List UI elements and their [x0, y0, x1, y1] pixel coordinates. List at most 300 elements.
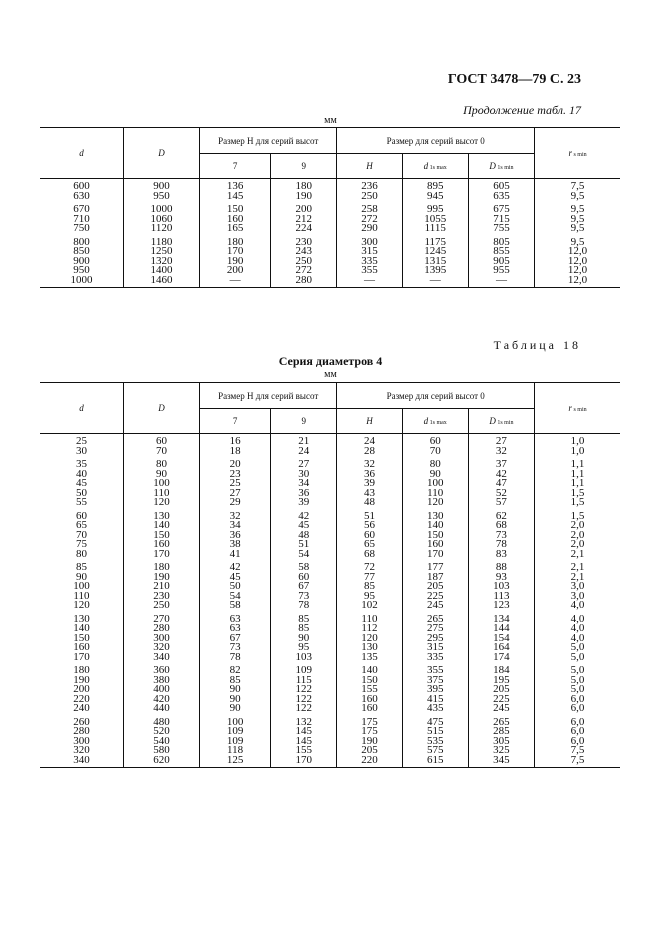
table-row [40, 508, 620, 522]
col-d-header: d [40, 128, 123, 179]
table-cell: 285 [468, 727, 534, 737]
table-cell: 135 [337, 653, 402, 663]
table-cell: 360 [123, 662, 199, 676]
table-cell: 27 [200, 489, 271, 499]
col-D-header: D [123, 128, 199, 179]
col-9-header: 9 [271, 409, 337, 434]
table-cell: 3,0 [535, 582, 620, 592]
table-cell: 60 [123, 434, 199, 447]
table-cell: 480 [123, 714, 199, 728]
table-row [40, 559, 620, 573]
table-cell: 615 [402, 756, 468, 768]
table-cell: 150 [200, 201, 271, 215]
table-cell: 90 [40, 573, 123, 583]
table-cell: 620 [123, 756, 199, 768]
unit-label-18: мм [324, 369, 337, 380]
table-cell: 21 [271, 434, 337, 447]
series-title: Серия диаметров 4 [278, 354, 383, 368]
table-cell: 4,0 [535, 624, 620, 634]
table-cell: 85 [40, 559, 123, 573]
table-cell: 1395 [402, 266, 468, 276]
table-cell: 675 [468, 201, 534, 215]
table-cell: — [337, 276, 402, 288]
table-cell: 1,1 [535, 456, 620, 470]
table-cell: 132 [271, 714, 337, 728]
table-cell: 58 [271, 559, 337, 573]
table-cell: 100 [123, 479, 199, 489]
table-cell: 160 [337, 704, 402, 714]
table-cell: 1115 [402, 224, 468, 234]
table-cell: 103 [468, 582, 534, 592]
table-cell: 200 [40, 685, 123, 695]
table-cell: 122 [271, 704, 337, 714]
table-cell: 280 [40, 727, 123, 737]
table-cell: 1,1 [535, 479, 620, 489]
table-cell: 70 [402, 447, 468, 457]
table-cell: 47 [468, 479, 534, 489]
table-cell: 55 [40, 498, 123, 508]
table-cell: 1,1 [535, 470, 620, 480]
table-cell: 4,0 [535, 634, 620, 644]
table-cell: 435 [402, 704, 468, 714]
table-cell: 50 [200, 582, 271, 592]
table-row [40, 662, 620, 676]
table-cell: 100 [402, 479, 468, 489]
table-cell: 205 [337, 746, 402, 756]
table-cell: 36 [337, 470, 402, 480]
col-7-header: 7 [200, 409, 271, 434]
table-cell: 6,0 [535, 704, 620, 714]
table-cell: 72 [337, 559, 402, 573]
table-row [40, 447, 620, 457]
table-cell: 6,0 [535, 737, 620, 747]
table-cell: 170 [123, 550, 199, 560]
table-row [40, 531, 620, 541]
table-cell: 80 [40, 550, 123, 560]
table-cell: 122 [271, 685, 337, 695]
table-cell: 190 [337, 737, 402, 747]
table-cell: 1,0 [535, 434, 620, 447]
table-cell: 345 [468, 756, 534, 768]
table-cell: 1460 [123, 276, 199, 288]
table-cell: 165 [200, 224, 271, 234]
table-cell: 34 [200, 521, 271, 531]
table-cell: 7,5 [535, 756, 620, 768]
table-cell: 535 [402, 737, 468, 747]
table-cell: 12,0 [535, 257, 620, 267]
table-cell: 325 [468, 746, 534, 756]
table-cell: 16 [200, 434, 271, 447]
table-cell: 205 [468, 685, 534, 695]
table-cell: 9,5 [535, 201, 620, 215]
col-rs-header: r s min [535, 128, 620, 179]
table-cell: 4,0 [535, 611, 620, 625]
table-cell: 174 [468, 653, 534, 663]
table-cell: 6,0 [535, 714, 620, 728]
col-d-header: d [40, 383, 123, 434]
group-h-header: Размер H для серий высот [200, 128, 337, 154]
table-cell: 225 [402, 592, 468, 602]
table-row [40, 498, 620, 508]
table-cell: 415 [402, 695, 468, 705]
table-cell: 230 [271, 234, 337, 248]
table-cell: 145 [271, 737, 337, 747]
table-cell: 305 [468, 737, 534, 747]
table-cell: 67 [271, 582, 337, 592]
table-cell: 65 [337, 540, 402, 550]
table-cell: 150 [123, 531, 199, 541]
table-cell: 90 [200, 685, 271, 695]
table-cell: 6,0 [535, 695, 620, 705]
table-cell: 180 [40, 662, 123, 676]
table-cell: 295 [402, 634, 468, 644]
table-row [40, 611, 620, 625]
table-cell: 113 [468, 592, 534, 602]
table-cell: 41 [200, 550, 271, 560]
table-cell: 27 [468, 434, 534, 447]
col-D-header: D [123, 383, 199, 434]
table-cell: 225 [468, 695, 534, 705]
table-cell: 83 [468, 550, 534, 560]
group-0-header: Размер для серий высот 0 [337, 383, 535, 409]
table-cell: 635 [468, 192, 534, 202]
table-cell: 224 [271, 224, 337, 234]
table-cell: 134 [468, 611, 534, 625]
table-cell: 45 [40, 479, 123, 489]
table-cell: 150 [337, 676, 402, 686]
table-cell: 2,0 [535, 531, 620, 541]
table-cell: 2,0 [535, 540, 620, 550]
table-cell: 5,0 [535, 685, 620, 695]
table-cell: 63 [200, 624, 271, 634]
table-cell: 250 [337, 192, 402, 202]
table-cell: 855 [468, 247, 534, 257]
table-cell: 272 [337, 215, 402, 225]
table-cell: 210 [123, 582, 199, 592]
table-cell: 6,0 [535, 727, 620, 737]
table-cell: 1,5 [535, 498, 620, 508]
table-row [40, 470, 620, 480]
table-cell: 95 [337, 592, 402, 602]
table-row [40, 704, 620, 714]
table-cell: 9,5 [535, 215, 620, 225]
table-17 [40, 127, 620, 288]
table-cell: 630 [40, 192, 123, 202]
table-cell: 212 [271, 215, 337, 225]
table-cell: 440 [123, 704, 199, 714]
table-cell: 18 [200, 447, 271, 457]
table-row [40, 695, 620, 705]
table-cell: 160 [337, 695, 402, 705]
table-row [40, 540, 620, 550]
table-cell: 120 [402, 498, 468, 508]
col-D1s-header: D 1s min [468, 154, 534, 179]
table-cell: 12,0 [535, 247, 620, 257]
table-cell: 20 [200, 456, 271, 470]
table-cell: 190 [271, 192, 337, 202]
table-cell: 73 [200, 643, 271, 653]
table-row [40, 685, 620, 695]
table-cell: 187 [402, 573, 468, 583]
table-cell: 155 [271, 746, 337, 756]
table-cell: — [468, 276, 534, 288]
table-row [40, 266, 620, 276]
table-cell: 67 [200, 634, 271, 644]
table-cell: 78 [271, 601, 337, 611]
table-cell: 300 [40, 737, 123, 747]
table-row [40, 746, 620, 756]
table-cell: 12,0 [535, 266, 620, 276]
table-cell: 900 [123, 179, 199, 192]
table-cell: 580 [123, 746, 199, 756]
table-cell: 130 [40, 611, 123, 625]
table-cell: 136 [200, 179, 271, 192]
table-cell: 140 [123, 521, 199, 531]
table-cell: 230 [123, 592, 199, 602]
table-cell: 715 [468, 215, 534, 225]
table-cell: 240 [40, 704, 123, 714]
table-cell: 24 [271, 447, 337, 457]
table-cell: 78 [468, 540, 534, 550]
group-h-header: Размер H для серий высот [200, 383, 337, 409]
table-cell: 52 [468, 489, 534, 499]
table-row [40, 247, 620, 257]
table-row [40, 201, 620, 215]
col-D1s-header: D 1s min [468, 409, 534, 434]
table-cell: 9,5 [535, 234, 620, 248]
table-cell: 62 [468, 508, 534, 522]
table-cell: 300 [337, 234, 402, 248]
table-cell: 25 [200, 479, 271, 489]
table-cell: 335 [337, 257, 402, 267]
table-18-label: Таблица 18 [493, 338, 581, 352]
table-cell: 170 [402, 550, 468, 560]
table-cell: 380 [123, 676, 199, 686]
table-cell: 140 [40, 624, 123, 634]
table-row [40, 601, 620, 611]
table-cell: 950 [40, 266, 123, 276]
table-cell: 45 [200, 573, 271, 583]
table-cell: 28 [337, 447, 402, 457]
table-cell: 955 [468, 266, 534, 276]
col-H-header: H [337, 409, 402, 434]
table-cell: 110 [337, 611, 402, 625]
table-cell: 375 [402, 676, 468, 686]
table-cell: 1250 [123, 247, 199, 257]
table-cell: 300 [123, 634, 199, 644]
table-cell: 32 [200, 508, 271, 522]
table-cell: 73 [468, 531, 534, 541]
table-cell: 605 [468, 179, 534, 192]
table-cell: 315 [337, 247, 402, 257]
table-cell: 245 [402, 601, 468, 611]
table-row [40, 276, 620, 288]
page-header: ГОСТ 3478—79 С. 23 [447, 72, 581, 87]
table-cell: 670 [40, 201, 123, 215]
table-cell: 103 [271, 653, 337, 663]
table-cell: 184 [468, 662, 534, 676]
table-row [40, 634, 620, 644]
table-cell: 275 [402, 624, 468, 634]
table-cell: 7,5 [535, 179, 620, 192]
table-cell: 895 [402, 179, 468, 192]
table-cell: 35 [40, 456, 123, 470]
table-cell: 280 [123, 624, 199, 634]
table-cell: 905 [468, 257, 534, 267]
table-cell: 475 [402, 714, 468, 728]
table-cell: 2,1 [535, 550, 620, 560]
table-cell: 78 [200, 653, 271, 663]
table-cell: 220 [40, 695, 123, 705]
table-cell: 280 [271, 276, 337, 288]
table-cell: 575 [402, 746, 468, 756]
table-row [40, 737, 620, 747]
table-cell: 177 [402, 559, 468, 573]
table-cell: 1180 [123, 234, 199, 248]
col-d1s-header: d 1s max [402, 409, 468, 434]
table-cell: 110 [123, 489, 199, 499]
table-cell: 850 [40, 247, 123, 257]
table-cell: 1315 [402, 257, 468, 267]
table-cell: 112 [337, 624, 402, 634]
table-cell: 109 [271, 662, 337, 676]
table-cell: 51 [337, 508, 402, 522]
table-row [40, 521, 620, 531]
table-cell: 100 [40, 582, 123, 592]
table-cell: 265 [468, 714, 534, 728]
table-cell: 340 [123, 653, 199, 663]
table-cell: 100 [200, 714, 271, 728]
table-row [40, 676, 620, 686]
table-cell: 205 [402, 582, 468, 592]
table-cell: 150 [40, 634, 123, 644]
table-cell: 34 [271, 479, 337, 489]
table-cell: 38 [200, 540, 271, 550]
table-cell: 250 [123, 601, 199, 611]
table-cell: 50 [40, 489, 123, 499]
table-row [40, 582, 620, 592]
table-cell: 36 [200, 531, 271, 541]
unit-label-17: мм [324, 115, 337, 126]
table-cell: 70 [40, 531, 123, 541]
table-cell: 1,5 [535, 489, 620, 499]
table-cell: 180 [123, 559, 199, 573]
table-cell: 80 [402, 456, 468, 470]
table-cell: 30 [271, 470, 337, 480]
table-cell: 154 [468, 634, 534, 644]
table-cell: 175 [337, 727, 402, 737]
table-cell: 122 [271, 695, 337, 705]
table-cell: 39 [271, 498, 337, 508]
table-cell: 45 [271, 521, 337, 531]
table-cell: 243 [271, 247, 337, 257]
table-cell: 73 [271, 592, 337, 602]
table-cell: 180 [200, 234, 271, 248]
table-cell: 2,1 [535, 573, 620, 583]
table-cell: 85 [271, 624, 337, 634]
table-cell: 1055 [402, 215, 468, 225]
table-cell: 110 [402, 489, 468, 499]
table-cell: 145 [200, 192, 271, 202]
table-row [40, 624, 620, 634]
table-cell: 1120 [123, 224, 199, 234]
table-cell: 1245 [402, 247, 468, 257]
table-row [40, 234, 620, 248]
table-cell: 1060 [123, 215, 199, 225]
table-cell: 1175 [402, 234, 468, 248]
table-cell: 170 [271, 756, 337, 768]
table-cell: 65 [40, 521, 123, 531]
table-cell: 29 [200, 498, 271, 508]
table-cell: 88 [468, 559, 534, 573]
table-cell: 90 [123, 470, 199, 480]
table-cell: 27 [271, 456, 337, 470]
table-cell: 320 [123, 643, 199, 653]
table-row [40, 192, 620, 202]
table-cell: 80 [123, 456, 199, 470]
table-cell: 95 [271, 643, 337, 653]
table-cell: 63 [200, 611, 271, 625]
table-cell: 245 [468, 704, 534, 714]
table-cell: 5,0 [535, 643, 620, 653]
table-cell: 42 [271, 508, 337, 522]
table-cell: 77 [337, 573, 402, 583]
table-row [40, 179, 620, 192]
table-cell: 85 [337, 582, 402, 592]
table-cell: 23 [200, 470, 271, 480]
table-cell: — [200, 276, 271, 288]
table-cell: 1400 [123, 266, 199, 276]
table-row [40, 434, 620, 447]
continuation-label: Продолжение табл. 17 [463, 103, 581, 117]
table-cell: 90 [271, 634, 337, 644]
table-row [40, 643, 620, 653]
table-row [40, 479, 620, 489]
table-cell: 5,0 [535, 676, 620, 686]
table-cell: 2,0 [535, 521, 620, 531]
table-cell: — [402, 276, 468, 288]
table-cell: 85 [271, 611, 337, 625]
table-cell: 58 [200, 601, 271, 611]
table-cell: 40 [40, 470, 123, 480]
table-cell: 270 [123, 611, 199, 625]
table-cell: 150 [402, 531, 468, 541]
table-cell: 109 [200, 737, 271, 747]
table-cell: 950 [123, 192, 199, 202]
table-18 [40, 382, 620, 768]
table-cell: 272 [271, 266, 337, 276]
table-cell: 9,5 [535, 192, 620, 202]
table-cell: 24 [337, 434, 402, 447]
table-cell: 170 [200, 247, 271, 257]
table-row [40, 727, 620, 737]
table-cell: 710 [40, 215, 123, 225]
table-cell: 42 [468, 470, 534, 480]
table-cell: 260 [40, 714, 123, 728]
table-row [40, 224, 620, 234]
table-cell: 90 [402, 470, 468, 480]
table-cell: 70 [123, 447, 199, 457]
table-cell: 54 [271, 550, 337, 560]
col-7-header: 7 [200, 154, 271, 179]
table-cell: 43 [337, 489, 402, 499]
table-cell: 160 [200, 215, 271, 225]
table-cell: 39 [337, 479, 402, 489]
table-cell: 258 [337, 201, 402, 215]
table-cell: 68 [468, 521, 534, 531]
table-cell: 190 [200, 257, 271, 267]
table-row [40, 489, 620, 499]
